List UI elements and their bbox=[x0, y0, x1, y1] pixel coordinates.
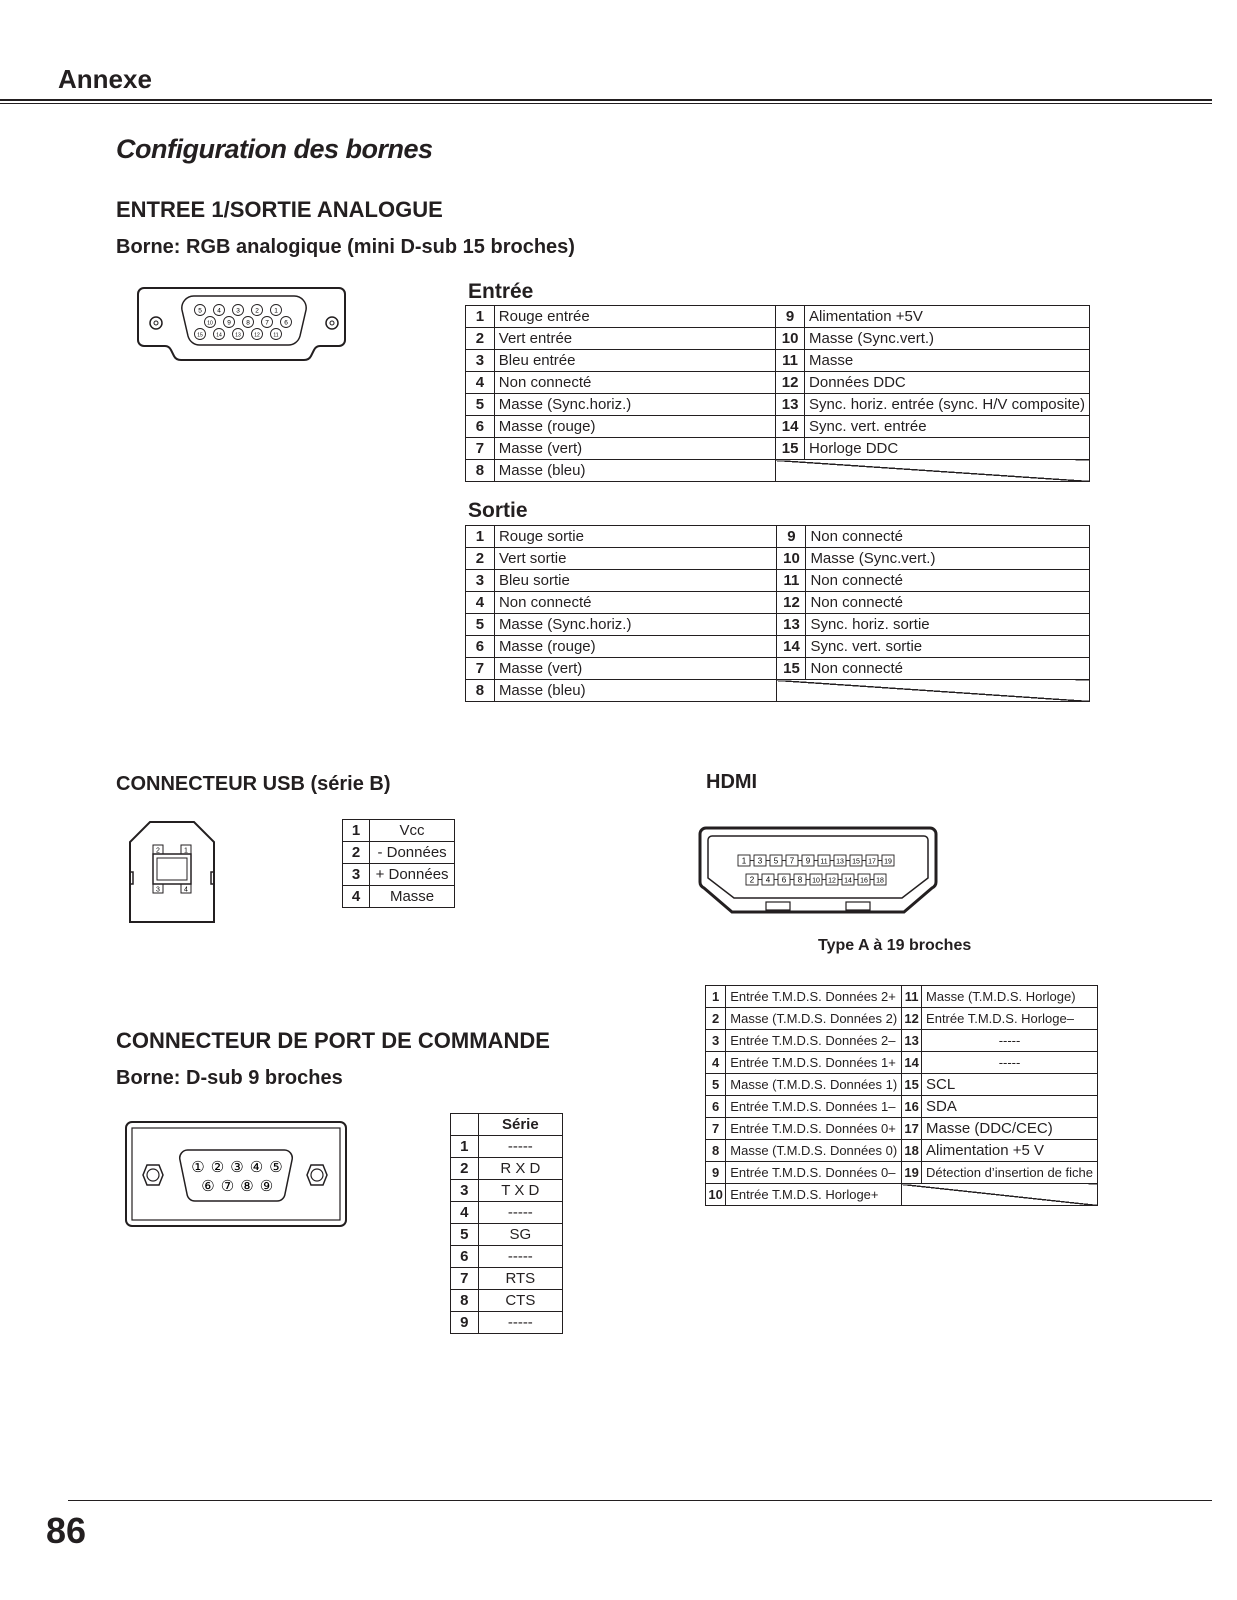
pin-signal: Bleu entrée bbox=[494, 350, 775, 372]
pin-number: 8 bbox=[706, 1140, 726, 1162]
pin-signal: Masse (rouge) bbox=[494, 636, 777, 658]
table-row bbox=[466, 350, 1090, 372]
dsub9-pin-label: ⑦ bbox=[220, 1178, 235, 1195]
table-row bbox=[466, 394, 1090, 416]
hdmi-pin-label: 1 bbox=[741, 856, 747, 866]
pin-number: 12 bbox=[777, 592, 806, 614]
hdmi-pin-label: 5 bbox=[773, 856, 779, 866]
pin-signal: ----- bbox=[922, 1030, 1098, 1052]
pin-signal: Entrée T.M.D.S. Données 0– bbox=[726, 1162, 902, 1184]
pin-number: 10 bbox=[706, 1184, 726, 1206]
table-row bbox=[466, 306, 1090, 328]
pin-signal: ----- bbox=[478, 1312, 562, 1334]
hdmi-pin-label: 6 bbox=[781, 875, 787, 885]
hdmi-caption: Type A à 19 broches bbox=[818, 937, 972, 954]
usb-pin-label: 4 bbox=[184, 886, 188, 894]
pin-number: 1 bbox=[343, 820, 370, 842]
hdmi-pin-label: 2 bbox=[749, 875, 755, 885]
pin-signal: Alimentation +5 V bbox=[922, 1140, 1098, 1162]
pin-signal: Masse (T.M.D.S. Données 0) bbox=[726, 1140, 902, 1162]
table-row bbox=[466, 592, 1090, 614]
hdmi-pin-label: 17 bbox=[868, 858, 876, 866]
table-row bbox=[466, 328, 1090, 350]
pin-number: 2 bbox=[466, 548, 495, 570]
pin-number: 2 bbox=[706, 1008, 726, 1030]
usb-title: CONNECTEUR USB (série B) bbox=[116, 773, 391, 795]
pin-signal: Alimentation +5V bbox=[805, 306, 1090, 328]
pin-signal: Données DDC bbox=[805, 372, 1090, 394]
pin-number: 3 bbox=[466, 350, 495, 372]
section-title: Annexe bbox=[58, 64, 152, 94]
pin-signal: Entrée T.M.D.S. Données 1+ bbox=[726, 1052, 902, 1074]
pin-signal: Masse (Sync.vert.) bbox=[806, 548, 1090, 570]
table-row bbox=[466, 680, 1090, 702]
header-rule-thin bbox=[0, 103, 1212, 104]
pin-number: 14 bbox=[777, 636, 806, 658]
table-row bbox=[343, 864, 455, 886]
table-row bbox=[466, 548, 1090, 570]
pin-number: 6 bbox=[451, 1246, 479, 1268]
pin-number: 3 bbox=[466, 570, 495, 592]
pin-number: 13 bbox=[776, 394, 805, 416]
analog-title: ENTREE 1/SORTIE ANALOGUE bbox=[116, 197, 443, 222]
control-title: CONNECTEUR DE PORT DE COMMANDE bbox=[116, 1028, 550, 1053]
hdmi-pin-label: 15 bbox=[852, 858, 860, 866]
pin-signal: Détection d’insertion de fiche bbox=[922, 1162, 1098, 1184]
hdmi-connector-diagram bbox=[696, 824, 940, 916]
table-row bbox=[706, 1008, 1098, 1030]
input-pin-table bbox=[465, 305, 1090, 482]
empty-cell bbox=[776, 460, 1090, 482]
hdmi-pin-label: 3 bbox=[757, 856, 763, 866]
table-row bbox=[451, 1246, 563, 1268]
table-row bbox=[706, 1096, 1098, 1118]
pin-number: 10 bbox=[776, 328, 805, 350]
vga-pin-label: 5 bbox=[198, 307, 202, 315]
dsub9-pin-label: ③ bbox=[230, 1159, 244, 1176]
pin-signal: Masse (vert) bbox=[494, 438, 775, 460]
pin-number: 17 bbox=[902, 1118, 922, 1140]
pin-number: 4 bbox=[343, 886, 370, 908]
pin-signal: CTS bbox=[478, 1290, 562, 1312]
hdmi-pin-label: 11 bbox=[820, 858, 828, 866]
hdmi-pin-label: 16 bbox=[860, 877, 868, 885]
pin-number: 4 bbox=[706, 1052, 726, 1074]
vga-pin-label: 11 bbox=[273, 332, 279, 339]
table-row bbox=[451, 1136, 563, 1158]
pin-signal: Horloge DDC bbox=[805, 438, 1090, 460]
pin-number: 6 bbox=[706, 1096, 726, 1118]
hdmi-title: HDMI bbox=[706, 771, 758, 793]
pin-number: 12 bbox=[902, 1008, 922, 1030]
table-row bbox=[466, 460, 1090, 482]
table-row bbox=[706, 1140, 1098, 1162]
dsub9-pin-label: ⑨ bbox=[259, 1178, 274, 1195]
control-subtitle: Borne: D-sub 9 broches bbox=[116, 1067, 343, 1089]
pin-signal: Entrée T.M.D.S. Horloge+ bbox=[726, 1184, 902, 1206]
pin-signal: Masse (rouge) bbox=[494, 416, 775, 438]
table-row bbox=[706, 1030, 1098, 1052]
control-pin-table bbox=[450, 1113, 563, 1334]
hdmi-pin-label: 7 bbox=[789, 856, 795, 866]
pin-number: 9 bbox=[777, 526, 806, 548]
dsub9-connector-diagram bbox=[122, 1118, 350, 1232]
pin-number: 5 bbox=[466, 614, 495, 636]
pin-signal: Masse (DDC/CEC) bbox=[922, 1118, 1098, 1140]
vga-pin-label: 12 bbox=[254, 332, 260, 339]
vga-pin-label: 13 bbox=[235, 332, 241, 339]
pin-signal: Bleu sortie bbox=[494, 570, 777, 592]
pin-signal: Entrée T.M.D.S. Données 0+ bbox=[726, 1118, 902, 1140]
pin-number: 9 bbox=[776, 306, 805, 328]
table-row bbox=[466, 614, 1090, 636]
pin-number: 8 bbox=[451, 1290, 479, 1312]
pin-signal: Masse (T.M.D.S. Horloge) bbox=[922, 986, 1098, 1008]
pin-number: 19 bbox=[902, 1162, 922, 1184]
pin-number: 5 bbox=[706, 1074, 726, 1096]
output-pin-table bbox=[465, 525, 1090, 702]
pin-number: 2 bbox=[343, 842, 370, 864]
pin-signal: Non connecté bbox=[806, 592, 1090, 614]
analog-subtitle: Borne: RGB analogique (mini D-sub 15 broches) bbox=[116, 236, 575, 258]
dsub9-pin-label: ② bbox=[210, 1159, 225, 1176]
dsub9-pin-label: ④ bbox=[249, 1159, 264, 1176]
empty-cell bbox=[902, 1184, 1098, 1206]
table-row bbox=[706, 986, 1098, 1008]
vga-connector-diagram bbox=[130, 282, 355, 364]
table-row bbox=[343, 842, 455, 864]
vga-pin-label: 8 bbox=[246, 319, 250, 327]
pin-signal: Masse (Sync.horiz.) bbox=[494, 394, 775, 416]
table-row bbox=[706, 1052, 1098, 1074]
pin-signal: Entrée T.M.D.S. Horloge– bbox=[922, 1008, 1098, 1030]
pin-signal: Sync. vert. sortie bbox=[806, 636, 1090, 658]
pin-signal: SDA bbox=[922, 1096, 1098, 1118]
page-heading: Configuration des bornes bbox=[116, 134, 433, 164]
output-table-title: Sortie bbox=[468, 499, 528, 522]
footer-rule bbox=[68, 1500, 1212, 1501]
pin-number: 12 bbox=[776, 372, 805, 394]
table-row bbox=[706, 1074, 1098, 1096]
pin-number: 9 bbox=[706, 1162, 726, 1184]
pin-number: 4 bbox=[451, 1202, 479, 1224]
pin-signal: SCL bbox=[922, 1074, 1098, 1096]
pin-signal: Non connecté bbox=[494, 372, 775, 394]
pin-signal: Masse (Sync.horiz.) bbox=[494, 614, 777, 636]
pin-signal: ----- bbox=[478, 1202, 562, 1224]
pin-number: 4 bbox=[466, 592, 495, 614]
pin-signal: Sync. horiz. sortie bbox=[806, 614, 1090, 636]
pin-number: 13 bbox=[902, 1030, 922, 1052]
pin-number: 15 bbox=[776, 438, 805, 460]
pin-signal: Rouge entrée bbox=[494, 306, 775, 328]
empty-cell bbox=[777, 680, 1090, 702]
hdmi-pin-label: 13 bbox=[836, 858, 844, 866]
usb-pin-label: 2 bbox=[156, 847, 160, 855]
vga-pin-label: 14 bbox=[216, 332, 222, 339]
pin-signal: RTS bbox=[478, 1268, 562, 1290]
pin-number: 6 bbox=[466, 636, 495, 658]
pin-number: 18 bbox=[902, 1140, 922, 1162]
table-row bbox=[451, 1268, 563, 1290]
hdmi-pin-label: 14 bbox=[844, 877, 852, 885]
pin-number: 11 bbox=[777, 570, 806, 592]
vga-pin-label: 9 bbox=[227, 319, 231, 327]
hdmi-pin-label: 19 bbox=[884, 858, 892, 866]
pin-signal: Entrée T.M.D.S. Données 1– bbox=[726, 1096, 902, 1118]
pin-signal: Vert sortie bbox=[494, 548, 777, 570]
table-row bbox=[451, 1312, 563, 1334]
vga-pin-label: 15 bbox=[197, 332, 203, 339]
pin-number: 1 bbox=[466, 306, 495, 328]
pin-number: 5 bbox=[466, 394, 495, 416]
pin-signal: Masse (T.M.D.S. Données 1) bbox=[726, 1074, 902, 1096]
vga-pin-label: 7 bbox=[265, 319, 269, 327]
pin-signal: Masse bbox=[805, 350, 1090, 372]
vga-pin-label: 1 bbox=[274, 307, 278, 315]
usb-pin-table bbox=[342, 819, 455, 908]
dsub9-pin-label: ⑤ bbox=[269, 1159, 283, 1176]
pin-signal: Non connecté bbox=[806, 526, 1090, 548]
vga-pin-label: 2 bbox=[255, 307, 259, 315]
hdmi-pin-table bbox=[705, 985, 1098, 1206]
hdmi-pin-label: 8 bbox=[797, 875, 803, 885]
pin-signal: - Données bbox=[370, 842, 455, 864]
table-row bbox=[466, 416, 1090, 438]
pin-signal: Non connecté bbox=[494, 592, 777, 614]
pin-signal: Entrée T.M.D.S. Données 2– bbox=[726, 1030, 902, 1052]
vga-pin-label: 3 bbox=[236, 307, 240, 315]
table-row bbox=[451, 1158, 563, 1180]
pin-number: 8 bbox=[466, 460, 495, 482]
table-row bbox=[706, 1118, 1098, 1140]
table-row bbox=[466, 438, 1090, 460]
vga-pin-label: 10 bbox=[207, 320, 213, 327]
pin-number: 2 bbox=[451, 1158, 479, 1180]
pin-number: 3 bbox=[343, 864, 370, 886]
pin-signal: ----- bbox=[478, 1246, 562, 1268]
pin-signal: SG bbox=[478, 1224, 562, 1246]
usb-pin-label: 1 bbox=[184, 847, 188, 855]
table-row bbox=[451, 1180, 563, 1202]
table-row bbox=[466, 372, 1090, 394]
pin-number: 7 bbox=[466, 658, 495, 680]
pin-number: 1 bbox=[451, 1136, 479, 1158]
pin-signal: Vcc bbox=[370, 820, 455, 842]
table-row bbox=[451, 1290, 563, 1312]
table-row bbox=[451, 1224, 563, 1246]
pin-number: 2 bbox=[466, 328, 495, 350]
page-number: 86 bbox=[46, 1510, 87, 1551]
serial-column-header: Série bbox=[478, 1114, 562, 1136]
table-row bbox=[466, 526, 1090, 548]
table-row bbox=[706, 1184, 1098, 1206]
pin-number: 15 bbox=[777, 658, 806, 680]
table-row bbox=[343, 886, 455, 908]
dsub9-pin-label: ① bbox=[191, 1159, 205, 1176]
table-row bbox=[466, 658, 1090, 680]
pin-number: 14 bbox=[902, 1052, 922, 1074]
table-row bbox=[466, 570, 1090, 592]
input-table-title: Entrée bbox=[468, 280, 534, 303]
pin-signal: Rouge sortie bbox=[494, 526, 777, 548]
pin-signal: Sync. horiz. entrée (sync. H/V composite) bbox=[805, 394, 1090, 416]
pin-signal: T X D bbox=[478, 1180, 562, 1202]
pin-signal: Masse (vert) bbox=[494, 658, 777, 680]
pin-number: 3 bbox=[706, 1030, 726, 1052]
hdmi-pin-label: 10 bbox=[812, 877, 820, 885]
pin-signal: Masse bbox=[370, 886, 455, 908]
pin-number: 1 bbox=[706, 986, 726, 1008]
hdmi-pin-label: 9 bbox=[805, 856, 811, 866]
pin-signal: Masse (bleu) bbox=[494, 680, 777, 702]
dsub9-pin-label: ⑥ bbox=[201, 1178, 215, 1195]
vga-pin-label: 4 bbox=[217, 307, 221, 315]
pin-number: 1 bbox=[466, 526, 495, 548]
pin-number: 4 bbox=[466, 372, 495, 394]
pin-number: 13 bbox=[777, 614, 806, 636]
pin-signal: Non connecté bbox=[806, 658, 1090, 680]
dsub9-pin-label: ⑧ bbox=[240, 1178, 254, 1195]
pin-signal: ----- bbox=[478, 1136, 562, 1158]
pin-number: 16 bbox=[902, 1096, 922, 1118]
pin-signal: Vert entrée bbox=[494, 328, 775, 350]
hdmi-pin-label: 4 bbox=[765, 875, 771, 885]
pin-number: 5 bbox=[451, 1224, 479, 1246]
pin-signal: R X D bbox=[478, 1158, 562, 1180]
pin-signal: Masse (Sync.vert.) bbox=[805, 328, 1090, 350]
hdmi-pin-label: 18 bbox=[876, 877, 884, 885]
usb-b-connector-diagram bbox=[124, 816, 220, 928]
pin-signal: Non connecté bbox=[806, 570, 1090, 592]
pin-number: 7 bbox=[451, 1268, 479, 1290]
pin-number: 10 bbox=[777, 548, 806, 570]
pin-number: 11 bbox=[902, 986, 922, 1008]
pin-signal: ----- bbox=[922, 1052, 1098, 1074]
pin-number: 11 bbox=[776, 350, 805, 372]
pin-signal: Masse (bleu) bbox=[494, 460, 775, 482]
header-rule bbox=[0, 99, 1212, 101]
pin-signal: Masse (T.M.D.S. Données 2) bbox=[726, 1008, 902, 1030]
pin-number: 6 bbox=[466, 416, 495, 438]
pin-signal: Sync. vert. entrée bbox=[805, 416, 1090, 438]
pin-number: 7 bbox=[706, 1118, 726, 1140]
pin-signal: Entrée T.M.D.S. Données 2+ bbox=[726, 986, 902, 1008]
table-row bbox=[466, 636, 1090, 658]
usb-pin-label: 3 bbox=[156, 886, 160, 894]
pin-number: 14 bbox=[776, 416, 805, 438]
table-row bbox=[343, 820, 455, 842]
vga-pin-label: 6 bbox=[284, 319, 288, 327]
hdmi-pin-label: 12 bbox=[828, 877, 836, 885]
pin-signal: + Données bbox=[370, 864, 455, 886]
pin-number: 3 bbox=[451, 1180, 479, 1202]
serial-header-blank bbox=[451, 1114, 479, 1136]
table-row bbox=[706, 1162, 1098, 1184]
pin-number: 15 bbox=[902, 1074, 922, 1096]
table-row bbox=[451, 1202, 563, 1224]
pin-number: 9 bbox=[451, 1312, 479, 1334]
pin-number: 7 bbox=[466, 438, 495, 460]
pin-number: 8 bbox=[466, 680, 495, 702]
